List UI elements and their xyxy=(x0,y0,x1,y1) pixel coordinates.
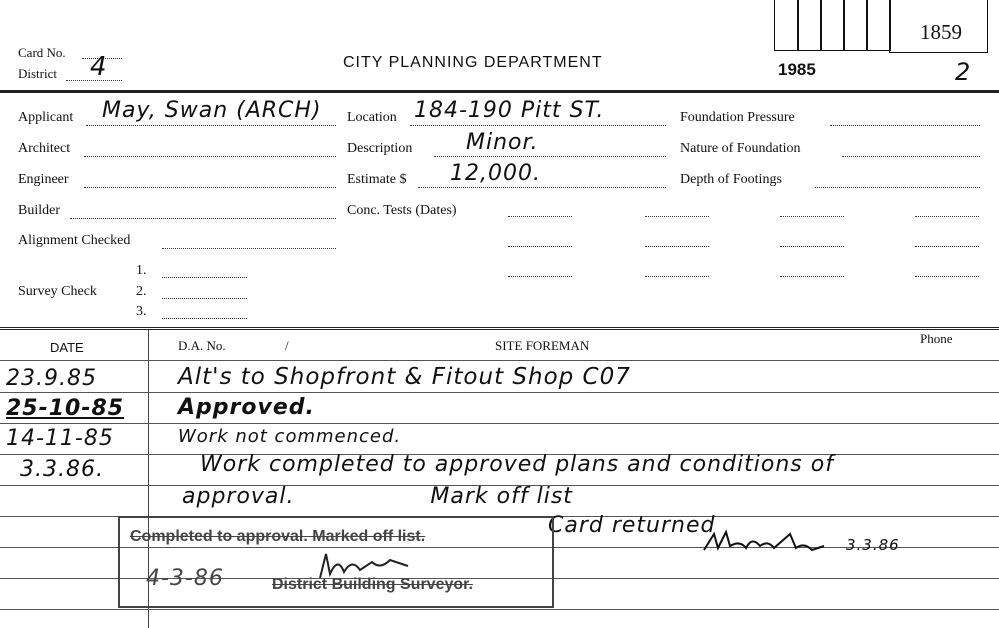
conc-line-1 xyxy=(508,216,572,217)
depth-line xyxy=(815,187,980,188)
foreman-header: SITE FOREMAN xyxy=(495,338,590,353)
description-value: Minor. xyxy=(466,130,539,155)
location-value: 184-190 Pitt ST. xyxy=(414,98,605,123)
entry-2-text: Approved. xyxy=(178,395,315,420)
nature-line xyxy=(842,156,980,157)
entry-2-date: 25-10-85 xyxy=(6,396,125,421)
estimate-line xyxy=(418,187,666,188)
district-label: District xyxy=(18,66,57,81)
survey-1-label: 1. xyxy=(136,263,147,278)
log-top-rule xyxy=(0,327,999,333)
phone-header: Phone xyxy=(920,331,953,346)
number-box-4 xyxy=(843,0,868,51)
location-label: Location xyxy=(347,110,397,125)
nature-label: Nature of Foundation xyxy=(680,141,801,156)
stamp-title: District Building Surveyor. xyxy=(272,576,473,593)
stamp-date: 4-3-86 xyxy=(146,566,224,591)
conc-line-3 xyxy=(780,216,844,217)
applicant-line xyxy=(86,125,336,126)
log-line-9 xyxy=(0,609,999,610)
number-box-1 xyxy=(774,0,799,51)
conc-tests-label: Conc. Tests (Dates) xyxy=(347,203,457,218)
conc-line-10 xyxy=(645,276,709,277)
conc-line-5 xyxy=(508,246,572,247)
estimate-label: Estimate $ xyxy=(347,172,407,187)
survey-2-label: 2. xyxy=(136,284,147,299)
builder-line xyxy=(70,218,336,219)
card-number: 1859 xyxy=(920,20,962,44)
conc-line-4 xyxy=(915,216,979,217)
stamp-line1: Completed to approval. Marked off list. xyxy=(130,528,426,545)
entry-1-date: 23.9.85 xyxy=(6,366,97,391)
entry-4-date: 3.3.86. xyxy=(20,457,104,482)
log-line-3 xyxy=(0,423,999,424)
entry-3-text: Work not commenced. xyxy=(178,426,402,447)
card-year: 1985 xyxy=(778,60,816,79)
department-title: CITY PLANNING DEPARTMENT xyxy=(343,54,603,71)
conc-line-2 xyxy=(645,216,709,217)
da-slash: / xyxy=(285,338,289,353)
log-line-2 xyxy=(0,392,999,393)
foundation-pressure-line xyxy=(830,125,980,126)
log-line-1 xyxy=(0,360,999,361)
header-rule xyxy=(0,90,999,93)
da-header: D.A. No. xyxy=(178,338,226,353)
engineer-label: Engineer xyxy=(18,172,69,187)
number-box-3 xyxy=(820,0,845,51)
builder-label: Builder xyxy=(18,203,60,218)
conc-line-11 xyxy=(780,276,844,277)
district-value: 4 xyxy=(90,52,108,82)
estimate-value: 12,000. xyxy=(450,161,541,186)
entry-4-text: Work completed to approved plans and conditions of xyxy=(200,452,834,477)
description-line xyxy=(434,156,666,157)
entry-6-text: Card returned xyxy=(548,513,716,538)
alignment-line xyxy=(162,248,336,249)
survey-3-line xyxy=(162,318,247,319)
survey-3-label: 3. xyxy=(136,304,147,319)
alignment-label: Alignment Checked xyxy=(18,233,131,248)
description-label: Description xyxy=(347,141,413,156)
architect-label: Architect xyxy=(18,141,71,156)
conc-line-8 xyxy=(915,246,979,247)
conc-line-7 xyxy=(780,246,844,247)
survey-1-line xyxy=(162,277,247,278)
applicant-label: Applicant xyxy=(18,110,74,125)
location-line xyxy=(410,125,666,126)
conc-line-9 xyxy=(508,276,572,277)
entry-5-text: approval. Mark off list xyxy=(182,484,573,509)
foundation-pressure-label: Foundation Pressure xyxy=(680,110,795,125)
number-box-2 xyxy=(797,0,822,51)
survey-label: Survey Check xyxy=(18,284,97,299)
entry-1-text: Alt's to Shopfront & Fitout Shop C07 xyxy=(178,364,631,390)
architect-line xyxy=(84,156,336,157)
number-box-5 xyxy=(866,0,891,51)
foreman-signature xyxy=(700,522,830,562)
entry-3-date: 14-11-85 xyxy=(6,426,114,451)
signoff-date: 3.3.86 xyxy=(846,536,900,554)
depth-label: Depth of Footings xyxy=(680,172,782,187)
approval-stamp xyxy=(118,516,554,608)
conc-line-6 xyxy=(645,246,709,247)
corner-mark: 2 xyxy=(955,58,972,86)
card-no-label: Card No. xyxy=(18,45,66,60)
survey-2-line xyxy=(162,298,247,299)
applicant-value: May, Swan (ARCH) xyxy=(102,98,322,123)
conc-line-12 xyxy=(915,276,979,277)
date-header: DATE xyxy=(50,340,84,355)
engineer-line xyxy=(84,187,336,188)
